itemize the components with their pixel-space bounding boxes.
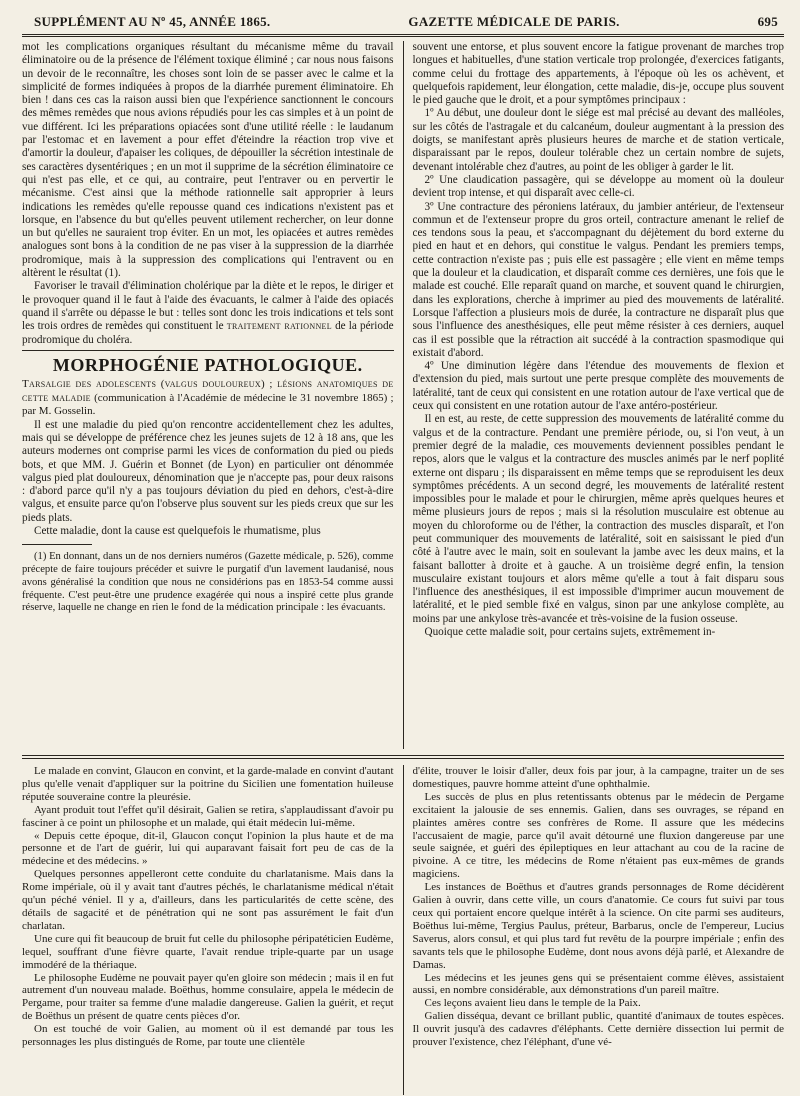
feuilleton-right-column — [413, 765, 785, 1095]
emphasis-traitement-rationnel: traitement rationnel — [226, 320, 332, 333]
paragraph: Les instances de Boëthus et d'autres grands personnages de Rome décidèrent Galien à ouvrir, dans cette ville, un cours d'anatomie. Ce cours fut suivi par tous ceux qui portaient encore quelque intérêt à la science. On cite parmi ses auditeurs, Boëthus lui-même, Tergius Paulus, préteur, Barbarus, oncle de l'empereur, Lucius Saverus, alors consul, et qui plus tard fut revêtu de la pourpre impériale ; enfin des savants tels que le philosophe Eudème, dont nous avons déjà parlé, et Alexandre de Damas. — [412, 881, 785, 971]
page-header — [22, 14, 784, 32]
paragraph: Ces leçons avaient lieu dans le temple de la Paix. — [424, 997, 641, 1010]
header-page-number: 695 — [757, 14, 778, 29]
article-subheading: Tarsalgie des adolescents (valgus douloureux) ; lésions anatomiques de cette maladie (communication à l'Académie de médecine le 31 novembre 1865) ; par M. Gosselin. — [22, 378, 394, 418]
paragraph: 2º Une claudication passagère, qui se développe au moment où la douleur devient trop intense, et qui disparaît avec celle-ci. — [412, 173, 785, 200]
header-journal-title: GAZETTE MÉDICALE DE PARIS. — [408, 14, 620, 29]
footnote — [22, 551, 394, 615]
column-divider — [403, 765, 404, 1095]
paragraph: Favoriser le travail d'élimination cholérique par la diète et le repos, le diriger et le provoquer quand il le faut à l'aide des évacuants, le calmer à l'aide des opiacés quand il s'arrête ou dépasse le but : telles sont donc les trois indications et tels sont les trois ordres de remèdes qui constituent le traitement rationnel de la période prodromique du choléra. — [22, 280, 394, 346]
paragraph: Le philosophe Eudème ne pouvait payer qu'en gloire son médecin ; mais il en fut autrement d'un nouveau malade. Boëthus, homme consulaire, appela le médecin de Pergame, pour traiter sa femme d'une maladie dangereuse. Galien la guérit, et reçut de Boëthus un présent de quatre cents pièces d'or. — [22, 971, 394, 1023]
paragraph: Ayant produit tout l'effet qu'il désirait, Galien se retira, s'applaudissant d'avoir pu fasciner à ce point un philosophe et un malade, qui était médecin lui-même. — [22, 803, 394, 829]
section-rule — [22, 350, 394, 351]
header-supplement: SUPPLÉMENT AU Nº 45, ANNÉE 1865. — [34, 14, 271, 29]
paragraph: Le malade en convint, Glaucon en convint, et la garde-malade en convint d'autant plus qu'elle venait d'appliquer sur la poitrine du Sicilien une fomentation huileuse réputée souveraine contre la pleurésie. — [22, 765, 394, 803]
paragraph: On est touché de voir Galien, au moment où il est demandé par tous les personnages les plus distingués de Rome, par toute une clientèle — [22, 1023, 394, 1049]
footnote-text: (1) En donnant, dans un de nos derniers numéros (Gazette médicale, p. 526), comme précepte de faire toujours précéder et suivre le purgatif d'un lavement laudanisé, nous avons généralisé la condition que nous ne considérions pas en 1853-54 comme aussi fréquente. C'est peut-être une prudence exagérée qui nous a inspiré cette plus grande réserve, laquelle ne change en rien le fond de la médication principale : les évacuants. — [22, 551, 394, 614]
paragraph: Une cure qui fit beaucoup de bruit fut celle du philosophe péripatéticien Eudème, lequel, souffrant d'une fièvre quarte, l'avait rendue triple-quarte par un usage immodéré de la thériaque. — [22, 932, 394, 971]
paragraph: Quelques personnes appelleront cette conduite du charlatanisme. Mais dans la Rome impériale, où il y avait tant d'autres péchés, le charlatanisme médical n'était qu'un péché véniel. Il y a, d'ailleurs, dans les particularités de cette scène, des détails de sagacité et de pénétration qui ne sont pas assurément le fait d'un charlatan. — [22, 868, 394, 932]
header-rule — [22, 34, 784, 37]
paragraph: Les succès de plus en plus retentissants obtenus par le médecin de Pergame excitaient la jalousie de ses ennemis. Galien, dans ses ouvrages, se répand en plaintes amères contre ses confrères de Rome. Il assure que les médecins l'accusaient de magie, parce qu'il avait détourné une fluxion dangereuse par une seule saignée, et guéri des épileptiques en leur attachant au cou de la racine de pivoine. A ce titre, les médecins de Rome n'étaient pas eux-mêmes de grands magiciens. — [412, 790, 785, 881]
paragraph: Cette maladie, dont la cause est quelquefois le rhumatisme, plus — [34, 525, 321, 537]
paragraph: mot les complications organiques résultant du mécanisme même du travail éliminatoire ou de la présence de l'élément toxique éliminé ; car nous nous faisons un devoir de le reconnaître, les choses sont loin de se passer avec le calme et la simplicité de formes indiquées à propos de la diarrhée purement éliminatoire. Eh bien ! dans ces cas la raison aussi bien que l'expérience sanctionnent le concours des mêmes remèdes que nous avions répudiés pour les cas simples et à un point de vue différent. Ici les préparations opiacées sont d'une utilité réelle : le laudanum par l'estomac et en lavement a pour effet d'éteindre la réaction trop vive et d'amortir la douleur, d'apaiser les coliques, de dépouiller la sécrétion intestinale de ses caractères dysentériques ; en un mot il supprime de la sécrétion éliminatoire ce qui n'est pas elle, et ce qui, au contraire, peut l'entraver ou en pervertir le mécanisme. C'est ainsi que la méthode rationnelle sait approprier à leurs indications les remèdes qu'elle repousse quand ces indications n'existent pas et lorsque, en l'absence du but qu'elles peuvent utilement rechercher, on leur donne un but qu'elles ne sauraient trop éviter. En un mot, les opiacées et autres remèdes analogues sont bons à la condition de ne pas viser à la suppression de la diarrhée prodromique, mais à la suppression des complications qui l'entravent ou en altèrent le résultat (1). — [22, 41, 394, 280]
paragraph: souvent une entorse, et plus souvent encore la fatigue provenant de marches trop longues et habituelles, d'une station verticale trop prolongée, d'exercices fatigants, comme celui du frottage des appartements, à l'époque où les os achèvent, et quelquefois rapidement, leur élongation, cette maladie, dis-je, occupe plus souvent le pied gauche que le droit, et a pour symptômes principaux : — [412, 41, 785, 107]
paragraph: 1º Au début, une douleur dont le siége est mal précisé au devant des malléoles, sur les côtés de l'astragale et du calcanéum, douleur augmentant à la pression des doigts, se manifestant après plusieurs heures de marche et de station verticale, disparaissant par le repos, douleur tolérable chez un certain nombre de sujets, devenant intolérable chez d'autres, au point de les obliger à garder le lit. — [412, 107, 785, 173]
footnote-rule — [22, 544, 92, 545]
paragraph: « Depuis cette époque, dit-il, Glaucon conçut l'opinion la plus haute et de ma personne et de l'art de guérir, lui qui auparavant faisait fort peu de cas de la médecine et des médecins. » — [22, 829, 394, 868]
feuilleton-area — [22, 765, 784, 1095]
paragraph: d'élite, trouver le loisir d'aller, deux fois par jour, à la campagne, traiter un de ses domestiques, pauvre homme atteint d'une ophthalmie. — [412, 765, 785, 790]
right-column — [413, 41, 785, 749]
paragraph: Quoique cette maladie soit, pour certains sujets, extrêmement in- — [424, 626, 716, 639]
paragraph: Galien disséqua, devant ce brillant public, quantité d'animaux de toutes espèces. Il ouvrit jusqu'à des cadavres d'éléphants. Cette dernière dissection lui permit de prouver l'existence, chez l'éléphant, d'une vé- — [412, 1010, 785, 1049]
paragraph: 4º Une diminution légère dans l'étendue des mouvements de flexion et d'extension du pied, mais surtout une perte presque complète des mouvements de latéralité, tant de ceux qui consistent en une rotation autour de l'axe vertical que de ceux qui consistent en une rotation autour de l'axe antéro-postérieur. — [412, 360, 785, 413]
paragraph: Il est une maladie du pied qu'on rencontre accidentellement chez les adultes, mais qui se développe de préférence chez les jeunes sujets de 12 à 18 ans, que les auteurs modernes ont comprise parmi les vices de conformation du pied ou pieds bots, et que MM. J. Guérin et Bonnet (de Lyon) en particulier ont dénommée valgus pied plat douloureux, dénomination que je n'accepte pas, pour deux raisons : d'abord parce qu'il n'y a pas toujours déviation du pied en dehors, c'est-à-dire valgus, et ensuite parce qu'on l'observe plus souvent sur les pieds creux que sur les pieds plats. — [22, 418, 394, 524]
feuilleton-rule — [22, 755, 784, 759]
paragraph: Il en est, au reste, de cette suppression des mouvements de latéralité comme du valgus et de la contracture. Pendant une première période, ou, si l'on veut, à un premier degré de la maladie, ces mouvements deviennent possibles pendant le repos, alors que le valgus et la contracture des muscles animés par le nerf poplité externe ont disparu ; ils disparaissent en même temps que se reproduisent les deux symptômes précédents. A un second degré, les mouvements de latéralité restent impossibles pour le malade et pour le chirurgien, même après quelques heures et même plusieurs jours de repos ; mais si la résolution musculaire est obtenue au moyen du chloroforme ou de l'éther, la contraction des muscles disparaît, et l'on peut communiquer des mouvements de latéralité, soit en saisissant le pied d'un côté à l'autre avec le main, soit en soulevant la jambe avec les deux mains, et la faisant ballotter à droite et à gauche. A un troisième degré enfin, la tension musculaire existant toujours et alors même qu'elle a tout à fait disparu sous l'influence des anesthésiques, il est impossible d'imprimer aucun mouvement de latéralité, et le pied semble fixé en valgus, sinon par une ankylose complète, au moins par une ankylose très-avancée et très-voisine de la fusion osseuse. — [412, 413, 785, 625]
paragraph: Les médecins et les jeunes gens qui se présentaient comme élèves, assistaient aussi, en nombre considérable, aux démonstrations d'un pareil maître. — [412, 971, 785, 997]
left-column — [22, 41, 394, 749]
column-divider — [403, 41, 404, 749]
feuilleton-left-column — [22, 765, 394, 1095]
section-title: MORPHOGÉNIE PATHOLOGIQUE. — [52, 354, 363, 375]
main-article-area — [22, 41, 784, 749]
paragraph: 3º Une contracture des péroniens latéraux, du jambier antérieur, de l'extenseur commun et de l'extenseur propre du gros orteil, contracture amenant le relief de ces tendons sous la peau, et s'accompagnant du déjètement du bord externe du pied en haut et en dehors, qui constitue le valgus. Pendant les premiers temps, cette contraction n'existe pas ; puis elle est passagère ; elle vient en même temps que la douleur et la claudication, et disparaît comme ces dernières, une fois que le malade est couché. Elle reparaît quand on marche, et souvent quand le chirurgien, dans les explorations, cherche à imprimer au pied des mouvements de latéralité. Lorsque l'affection a plusieurs mois de durée, la contracture ne disparaît plus que sous l'influence des anesthésiques, elle peut même résister à ces derniers, auquel cas il est possible que la rétraction ait succédé à la contraction spasmodique qui existait d'abord. — [412, 200, 785, 359]
